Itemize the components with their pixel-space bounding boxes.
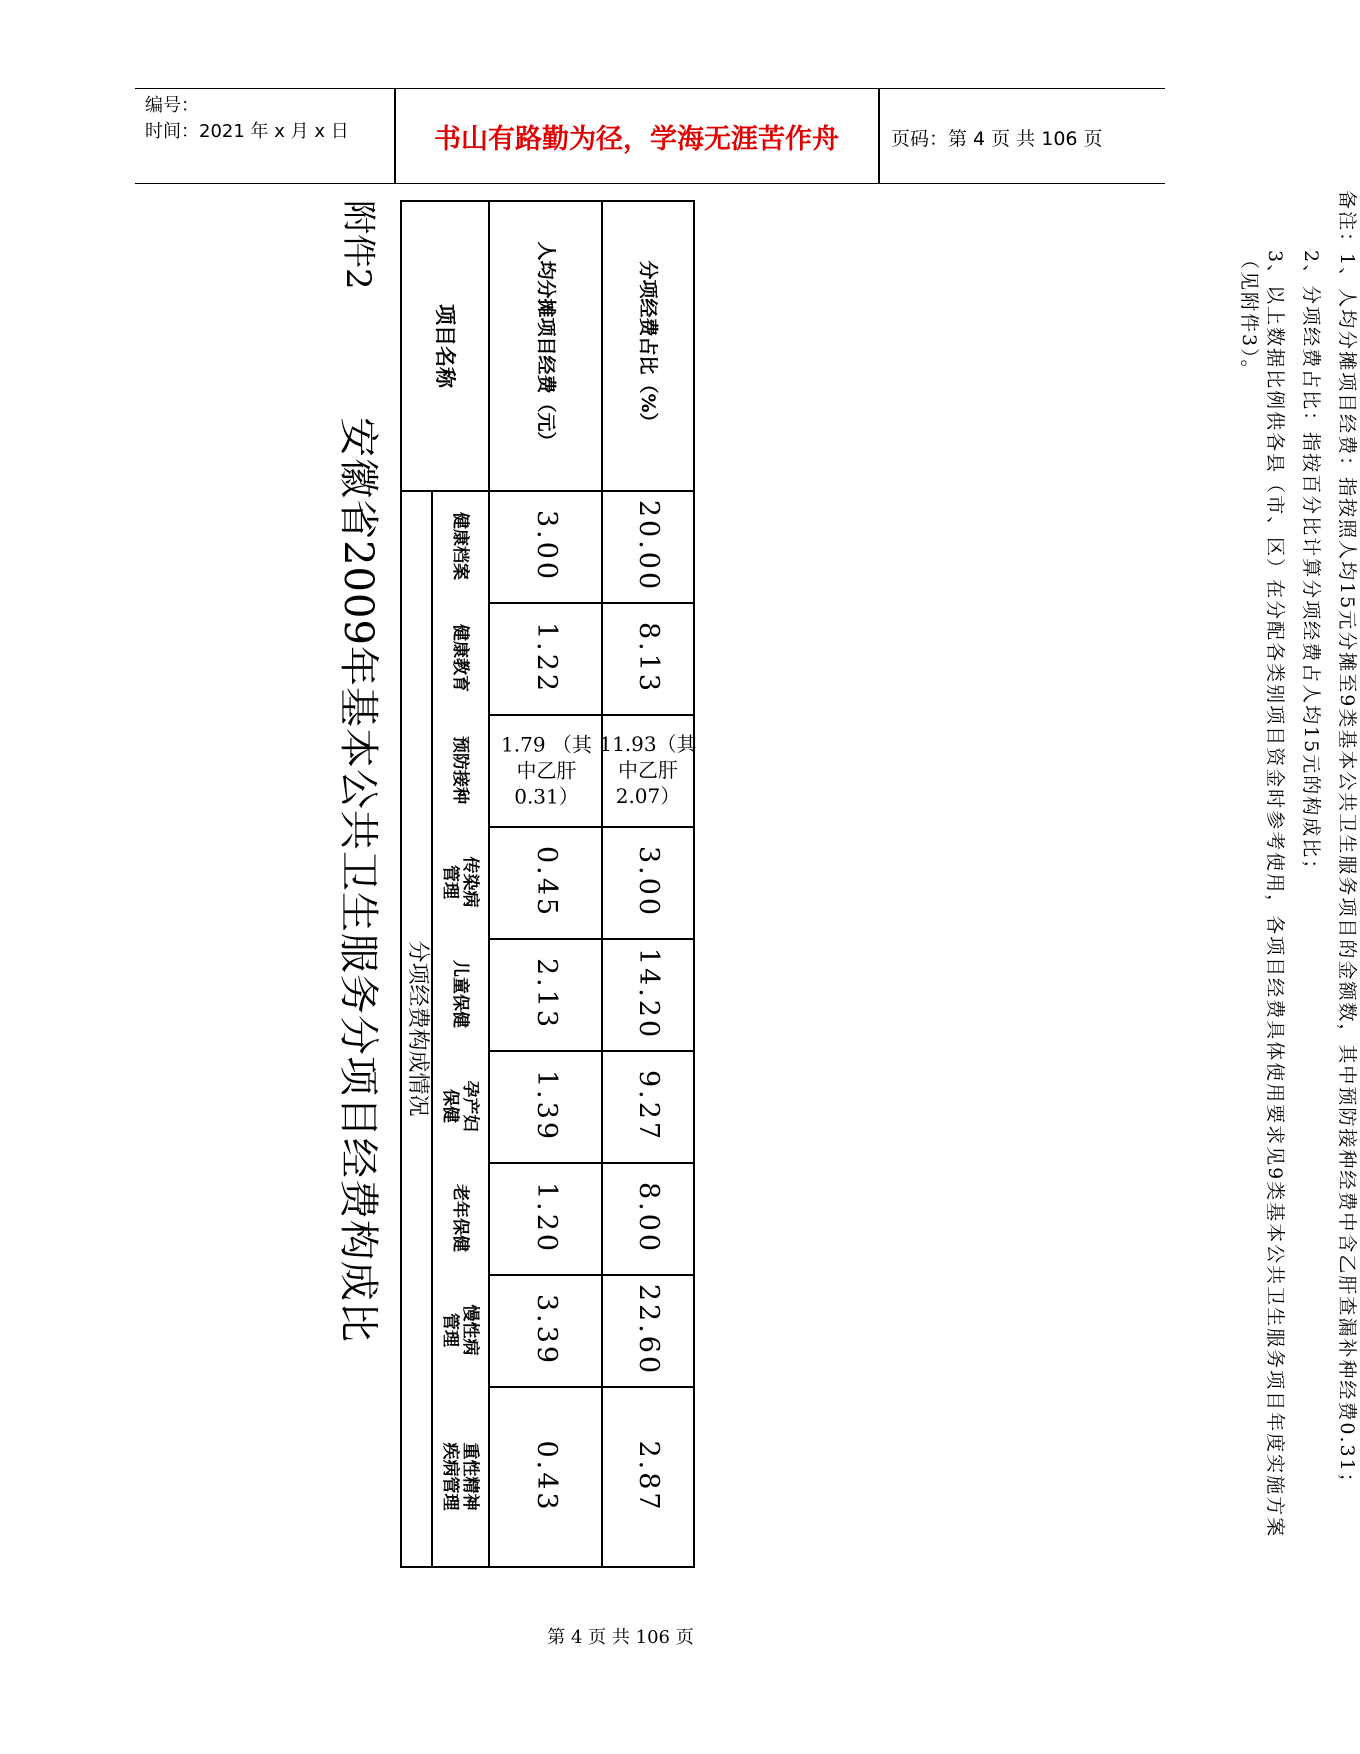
table-cell: 1.22 (531, 621, 563, 695)
column-header: 重性精神 疾病管理 (440, 1442, 480, 1511)
header-divider (878, 89, 880, 183)
attachment-label: 附件2 (338, 200, 378, 290)
table-cell: 1.20 (531, 1181, 563, 1255)
table-cell: 22.60 (633, 1283, 664, 1377)
column-header: 老年保健 (450, 1184, 470, 1252)
table-gridline (432, 490, 434, 1567)
table-cell: 3.39 (531, 1293, 563, 1367)
table-cell: 2.13 (531, 957, 563, 1031)
note-item: 备注：1、人均分摊项目经费：指按照人均15元分摊至9类基本公共卫生服务项目的金额数，其中预防接种经费中含乙肝查漏补种经费0.31； (1336, 190, 1358, 1494)
header-motto: 书山有路勤为径，学海无涯苦作舟 (434, 124, 839, 155)
group-header: 分项经费构成情况 (405, 940, 430, 1117)
page-footer: 第 4 页 共 106 页 (547, 1627, 694, 1648)
table-cell: 1.79 （其 中乙肝 0.31） (501, 732, 592, 808)
header-meta (145, 93, 349, 145)
notes (1236, 190, 1360, 1570)
row-label: 人均分摊项目经费（元） (535, 241, 558, 451)
column-header: 健康教育 (450, 624, 470, 692)
table-cell: 1.39 (531, 1069, 563, 1143)
table-cell: 14.20 (633, 947, 664, 1041)
table-cell: 3.00 (633, 845, 664, 919)
table-cell: 11.93（其 中乙肝 2.07） (599, 732, 697, 808)
header-number: 编号： (145, 95, 199, 116)
column-header: 儿童保健 (450, 960, 470, 1028)
column-header: 传染病 管理 (440, 856, 480, 908)
header-time: 时间：2021 年 x 月 x 日 (145, 121, 349, 142)
column-header: 健康档案 (450, 512, 470, 580)
document-title: 安徽省2009年基本公共卫生服务分项目经费构成比 (335, 417, 381, 1343)
column-header: 预防接种 (450, 736, 470, 804)
column-header: 孕产妇 保健 (440, 1080, 480, 1132)
rotated-content (320, 190, 1360, 1570)
project-name-header: 项目名称 (433, 304, 458, 388)
table-cell: 9.27 (633, 1069, 664, 1143)
row-label: 分项经费占比（%） (637, 260, 659, 432)
table-cell: 0.45 (531, 845, 563, 919)
page-header (135, 88, 1165, 184)
note-item: 3、以上数据比例供各县（市、区）在分配各类别项目资金时参考使用，各项目经费具体使用要求见9类基本公共卫生服务项目年度实施方案（见附件3）。 (1238, 250, 1286, 1539)
table-cell: 0.43 (531, 1440, 563, 1513)
table-cell: 3.00 (531, 509, 563, 583)
table-cell: 20.00 (633, 499, 664, 593)
table-cell: 8.00 (633, 1181, 664, 1255)
table-cell: 8.13 (633, 621, 664, 695)
table-cell: 2.87 (633, 1440, 664, 1513)
header-page-info: 页码：第 4 页 共 106 页 (891, 128, 1103, 150)
column-header: 慢性病 管理 (440, 1304, 480, 1356)
expense-table (400, 200, 695, 1568)
note-item: 2、分项经费占比：指按百分比计算分项经费占人均15元的构成比； (1300, 250, 1322, 881)
